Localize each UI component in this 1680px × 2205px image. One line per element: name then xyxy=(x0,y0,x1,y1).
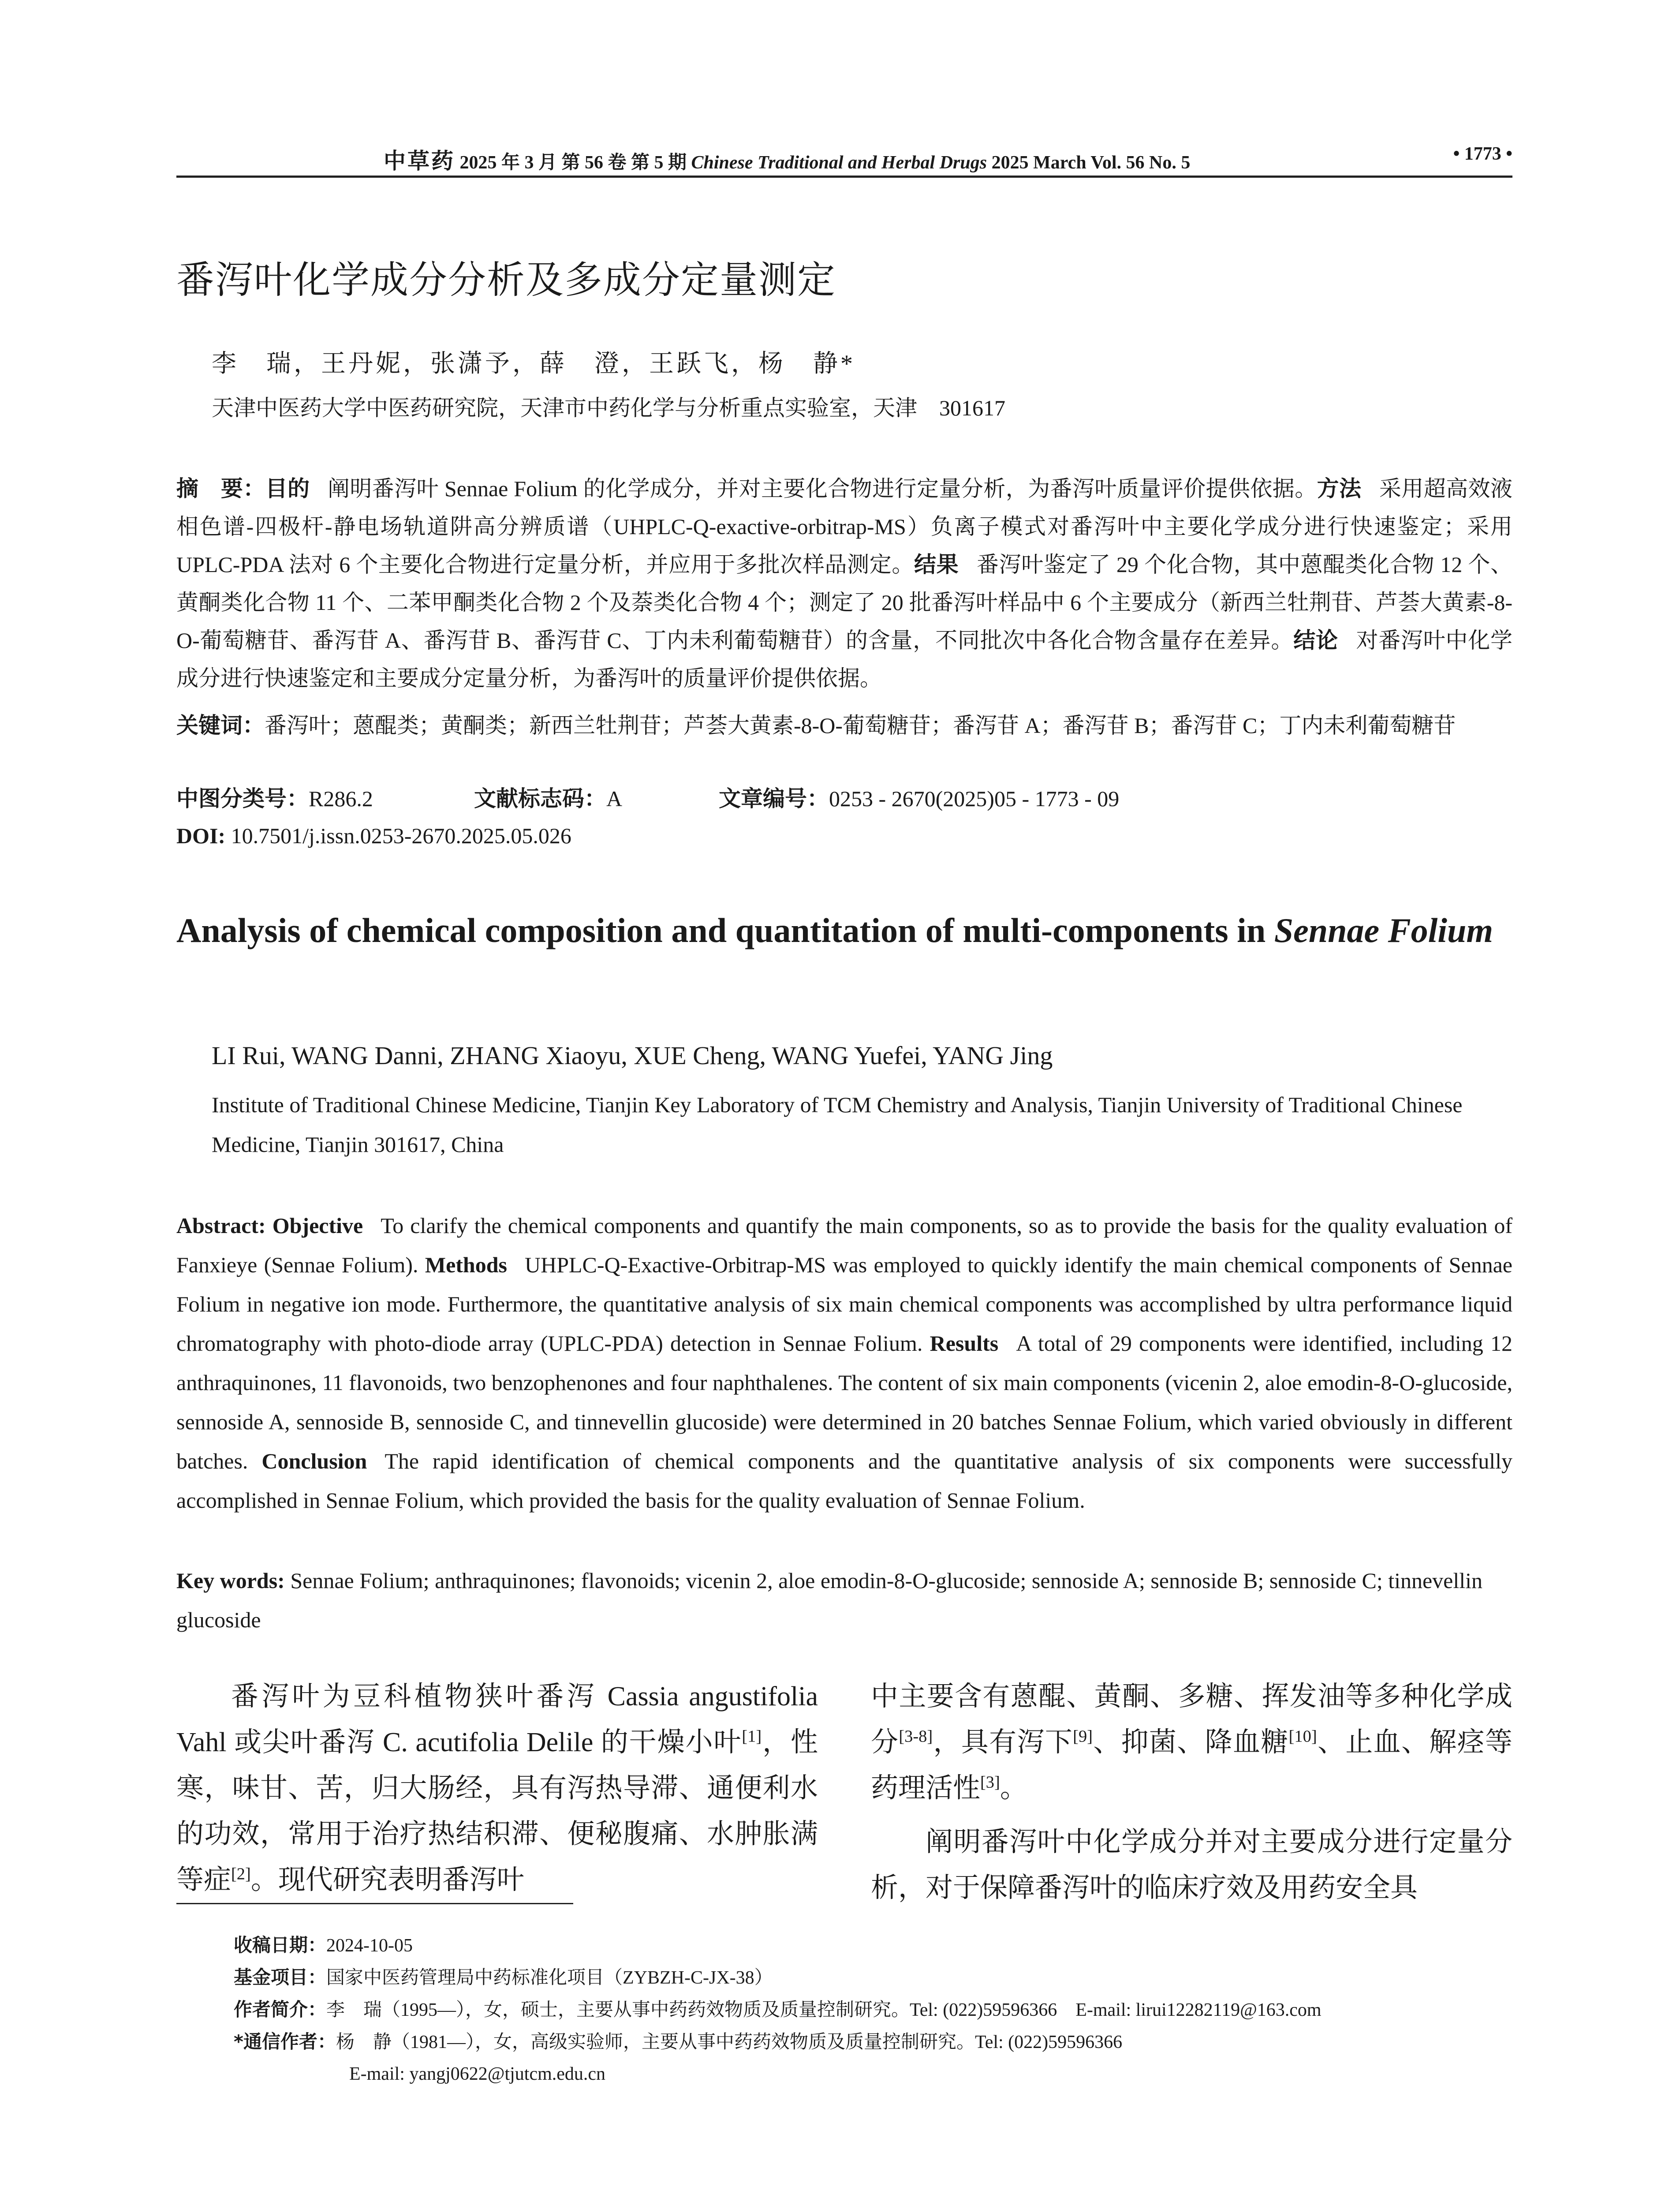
doc-code-label: 文献标志码： xyxy=(474,786,606,811)
doi-link[interactable]: 10.7501/j.issn.0253-2670.2025.05.026 xyxy=(231,823,571,848)
title-cn: 番泻叶化学成分分析及多成分定量测定 xyxy=(176,258,836,302)
article-no-value: 0253 - 2670(2025)05 - 1773 - 09 xyxy=(829,786,1120,811)
citation-1[interactable]: [1] xyxy=(742,1727,762,1746)
citation-3-8[interactable]: [3-8] xyxy=(899,1727,933,1746)
keywords-label-en: Key words: xyxy=(176,1568,285,1593)
footnote-author: 作者简介：李 瑞（1995—），女，硕士，主要从事中药药效物质及质量控制研究。Tel: (022)59596366 E-mail: lirui12282119@163.com xyxy=(234,1999,1322,2020)
results-label-cn: 结果 xyxy=(914,552,959,577)
footnote-corresponding: *通信作者：杨 静（1981—），女，高级实验师，主要从事中药药效物质及质量控制研究。Tel: (022)59596366 xyxy=(234,2031,1123,2052)
page-number: • 1773 • xyxy=(1453,144,1512,164)
footnote-received: 收稿日期：2024-10-05 xyxy=(234,1934,413,1956)
conclusion-label-cn: 结论 xyxy=(1293,628,1338,653)
title-en-main: Analysis of chemical composition and quantitation of multi-components in xyxy=(176,911,1274,949)
footnote-fund: 基金项目：国家中医药管理局中药标准化项目（ZYBZH-C-JX-38） xyxy=(234,1966,773,1988)
conclusion-text-en: The rapid identification of chemical components and the quantitative analysis of six components were successfully accomplished in Sennae Folium, which provided the basis for the quality evaluation of Sennae Folium. xyxy=(176,1449,1512,1513)
keywords-text-cn: 番泻叶；蒽醌类；黄酮类；新西兰牡荆苷；芦荟大黄素-8-O-葡萄糖苷；番泻苷 A；番泻苷 B；番泻苷 C；丁内未利葡萄糖苷 xyxy=(265,713,1456,738)
body-paragraph-1-cont: 中主要含有蒽醌、黄酮、多糖、挥发油等多种化学成分[3-8]，具有泻下[9]、抑菌、降血糖[10]、止血、解痉等药理活性[3]。 xyxy=(871,1682,1512,1803)
objective-text-en: To clarify the chemical components and quantify the main components, so as to provide the basis for the quality evaluation of Fanxieye (Sennae Folium). xyxy=(176,1213,1513,1277)
classification-row xyxy=(176,783,1512,814)
results-text-en: A total of 29 components were identified, including 12 anthraquinones, 11 flavonoids, two benzophenones and four naphthalenes. The content of six main components (vicenin 2, aloe emodin-8-O-glucoside, sennoside A, sennoside B, sennoside C, and tinnevellin glucoside) were determined in 20 batches Sennae Folium, which varied obviously in different batches. xyxy=(176,1331,1512,1473)
issue-en: 2025 March Vol. 56 No. 5 xyxy=(991,153,1191,173)
body-paragraph-1: 番泻叶为豆科植物狭叶番泻 Cassia angustifolia Vahl 或尖叶番泻 C. acutifolia Delile 的干燥小叶[1]，性寒，味甘、苦，归大肠经，具有泻热导滞、通便利水的功效，常用于治疗热结积滞、便秘腹痛、水肿胀满等症[2]。现代研究表明番泻叶 xyxy=(176,1682,818,1895)
abstract-en xyxy=(176,1206,1512,1520)
running-header xyxy=(176,143,1512,174)
keywords-text-en: Sennae Folium; anthraquinones; flavonoids; vicenin 2, aloe emodin-8-O-glucoside; sennoside A; sennoside B; sennoside C; tinnevellin glucoside xyxy=(176,1568,1483,1632)
header-rule xyxy=(176,176,1512,178)
title-en-italic: Sennae Folium xyxy=(1274,911,1493,949)
affiliation-en: Institute of Traditional Chinese Medicine, Tianjin Key Laboratory of TCM Chemistry and Analysis, Tianjin University of Traditional Chinese Medicine, Tianjin 301617, China xyxy=(212,1092,1463,1157)
methods-label-en: Methods xyxy=(425,1252,507,1277)
title-en xyxy=(176,900,1512,961)
citation-2[interactable]: [2] xyxy=(231,1865,251,1884)
doi-label: DOI: xyxy=(176,823,226,848)
doi-row xyxy=(176,823,571,848)
affiliation-cn: 天津中医药大学中医药研究院，天津市中药化学与分析重点实验室，天津 301617 xyxy=(212,396,1005,420)
journal-issue-line xyxy=(384,143,1190,175)
citation-9[interactable]: [9] xyxy=(1073,1727,1093,1746)
objective-label-en: Objective xyxy=(272,1213,363,1238)
conclusion-text-cn: 对番泻叶中化学成分进行快速鉴定和主要成分定量分析，为番泻叶的质量评价提供依据。 xyxy=(176,628,1513,691)
abstract-label-cn: 摘 要： xyxy=(176,476,265,501)
keywords-cn xyxy=(176,706,1512,744)
keywords-en xyxy=(176,1561,1512,1640)
results-label-en: Results xyxy=(930,1331,999,1356)
abstract-label-en: Abstract: xyxy=(176,1213,266,1238)
methods-text-cn: 采用超高效液相色谱-四极杆-静电场轨道阱高分辨质谱（UHPLC-Q-exactive-orbitrap-MS）负离子模式对番泻叶中主要化学成分进行快速鉴定；采用 UPLC-PDA 法对 6 个主要化合物进行定量分析，并应用于多批次样品测定。 xyxy=(176,476,1512,577)
body-column-right xyxy=(871,1674,1512,1911)
methods-text-en: UHPLC-Q-Exactive-Orbitrap-MS was employed to quickly identify the main chemical components of Sennae Folium in negative ion mode. Furthermore, the quantitative analysis of six main chemical components was accomplished by ultra performance liquid chromatography with photo-diode array (UPLC-PDA) detection in Sennae Folium. xyxy=(176,1252,1513,1356)
clc-value: R286.2 xyxy=(309,786,373,811)
abstract-cn xyxy=(176,470,1512,697)
citation-3[interactable]: [3] xyxy=(980,1773,1000,1792)
citation-10[interactable]: [10] xyxy=(1288,1727,1317,1746)
footnotes xyxy=(234,1929,1512,2090)
authors-en: LI Rui, WANG Danni, ZHANG Xiaoyu, XUE Cheng, WANG Yuefei, YANG Jing xyxy=(212,1041,1053,1070)
journal-name-en: Chinese Traditional and Herbal Drugs xyxy=(691,153,987,173)
body-column-left xyxy=(176,1674,818,1903)
doc-code-value: A xyxy=(606,786,623,811)
clc-label: 中图分类号： xyxy=(176,786,309,811)
objective-text-cn: 阐明番泻叶 Sennae Folium 的化学成分，并对主要化合物进行定量分析，为番泻叶质量评价提供依据。 xyxy=(327,476,1317,501)
article-no-label: 文章编号： xyxy=(719,786,829,811)
issue-cn: 2025 年 3 月 第 56 卷 第 5 期 xyxy=(459,153,687,173)
conclusion-label-en: Conclusion xyxy=(261,1449,367,1473)
objective-label-cn: 目的 xyxy=(265,476,310,501)
footnote-corresponding-email[interactable]: E-mail: yangj0622@tjutcm.edu.cn xyxy=(349,2064,606,2084)
journal-name-cn: 中草药 xyxy=(384,149,455,173)
authors-cn: 李 瑞，王丹妮，张潇予，薛 澄，王跃飞，杨 静* xyxy=(212,350,855,377)
methods-label-cn: 方法 xyxy=(1317,476,1362,501)
keywords-label-cn: 关键词： xyxy=(176,713,265,738)
footnote-rule xyxy=(176,1903,573,1904)
body-paragraph-2: 阐明番泻叶中化学成分并对主要成分进行定量分析，对于保障番泻叶的临床疗效及用药安全具 xyxy=(871,1827,1512,1903)
results-text-cn: 番泻叶鉴定了 29 个化合物，其中蒽醌类化合物 12 个、黄酮类化合物 11 个、二苯甲酮类化合物 2 个及萘类化合物 4 个；测定了 20 批番泻叶样品中 6 个主要成分（新西兰牡荆苷、芦荟大黄素-8-O-葡萄糖苷、番泻苷 A、番泻苷 B、番泻苷 C、丁内未利葡萄糖苷）的含量，不同批次中各化合物含量存在差异。 xyxy=(176,552,1512,653)
